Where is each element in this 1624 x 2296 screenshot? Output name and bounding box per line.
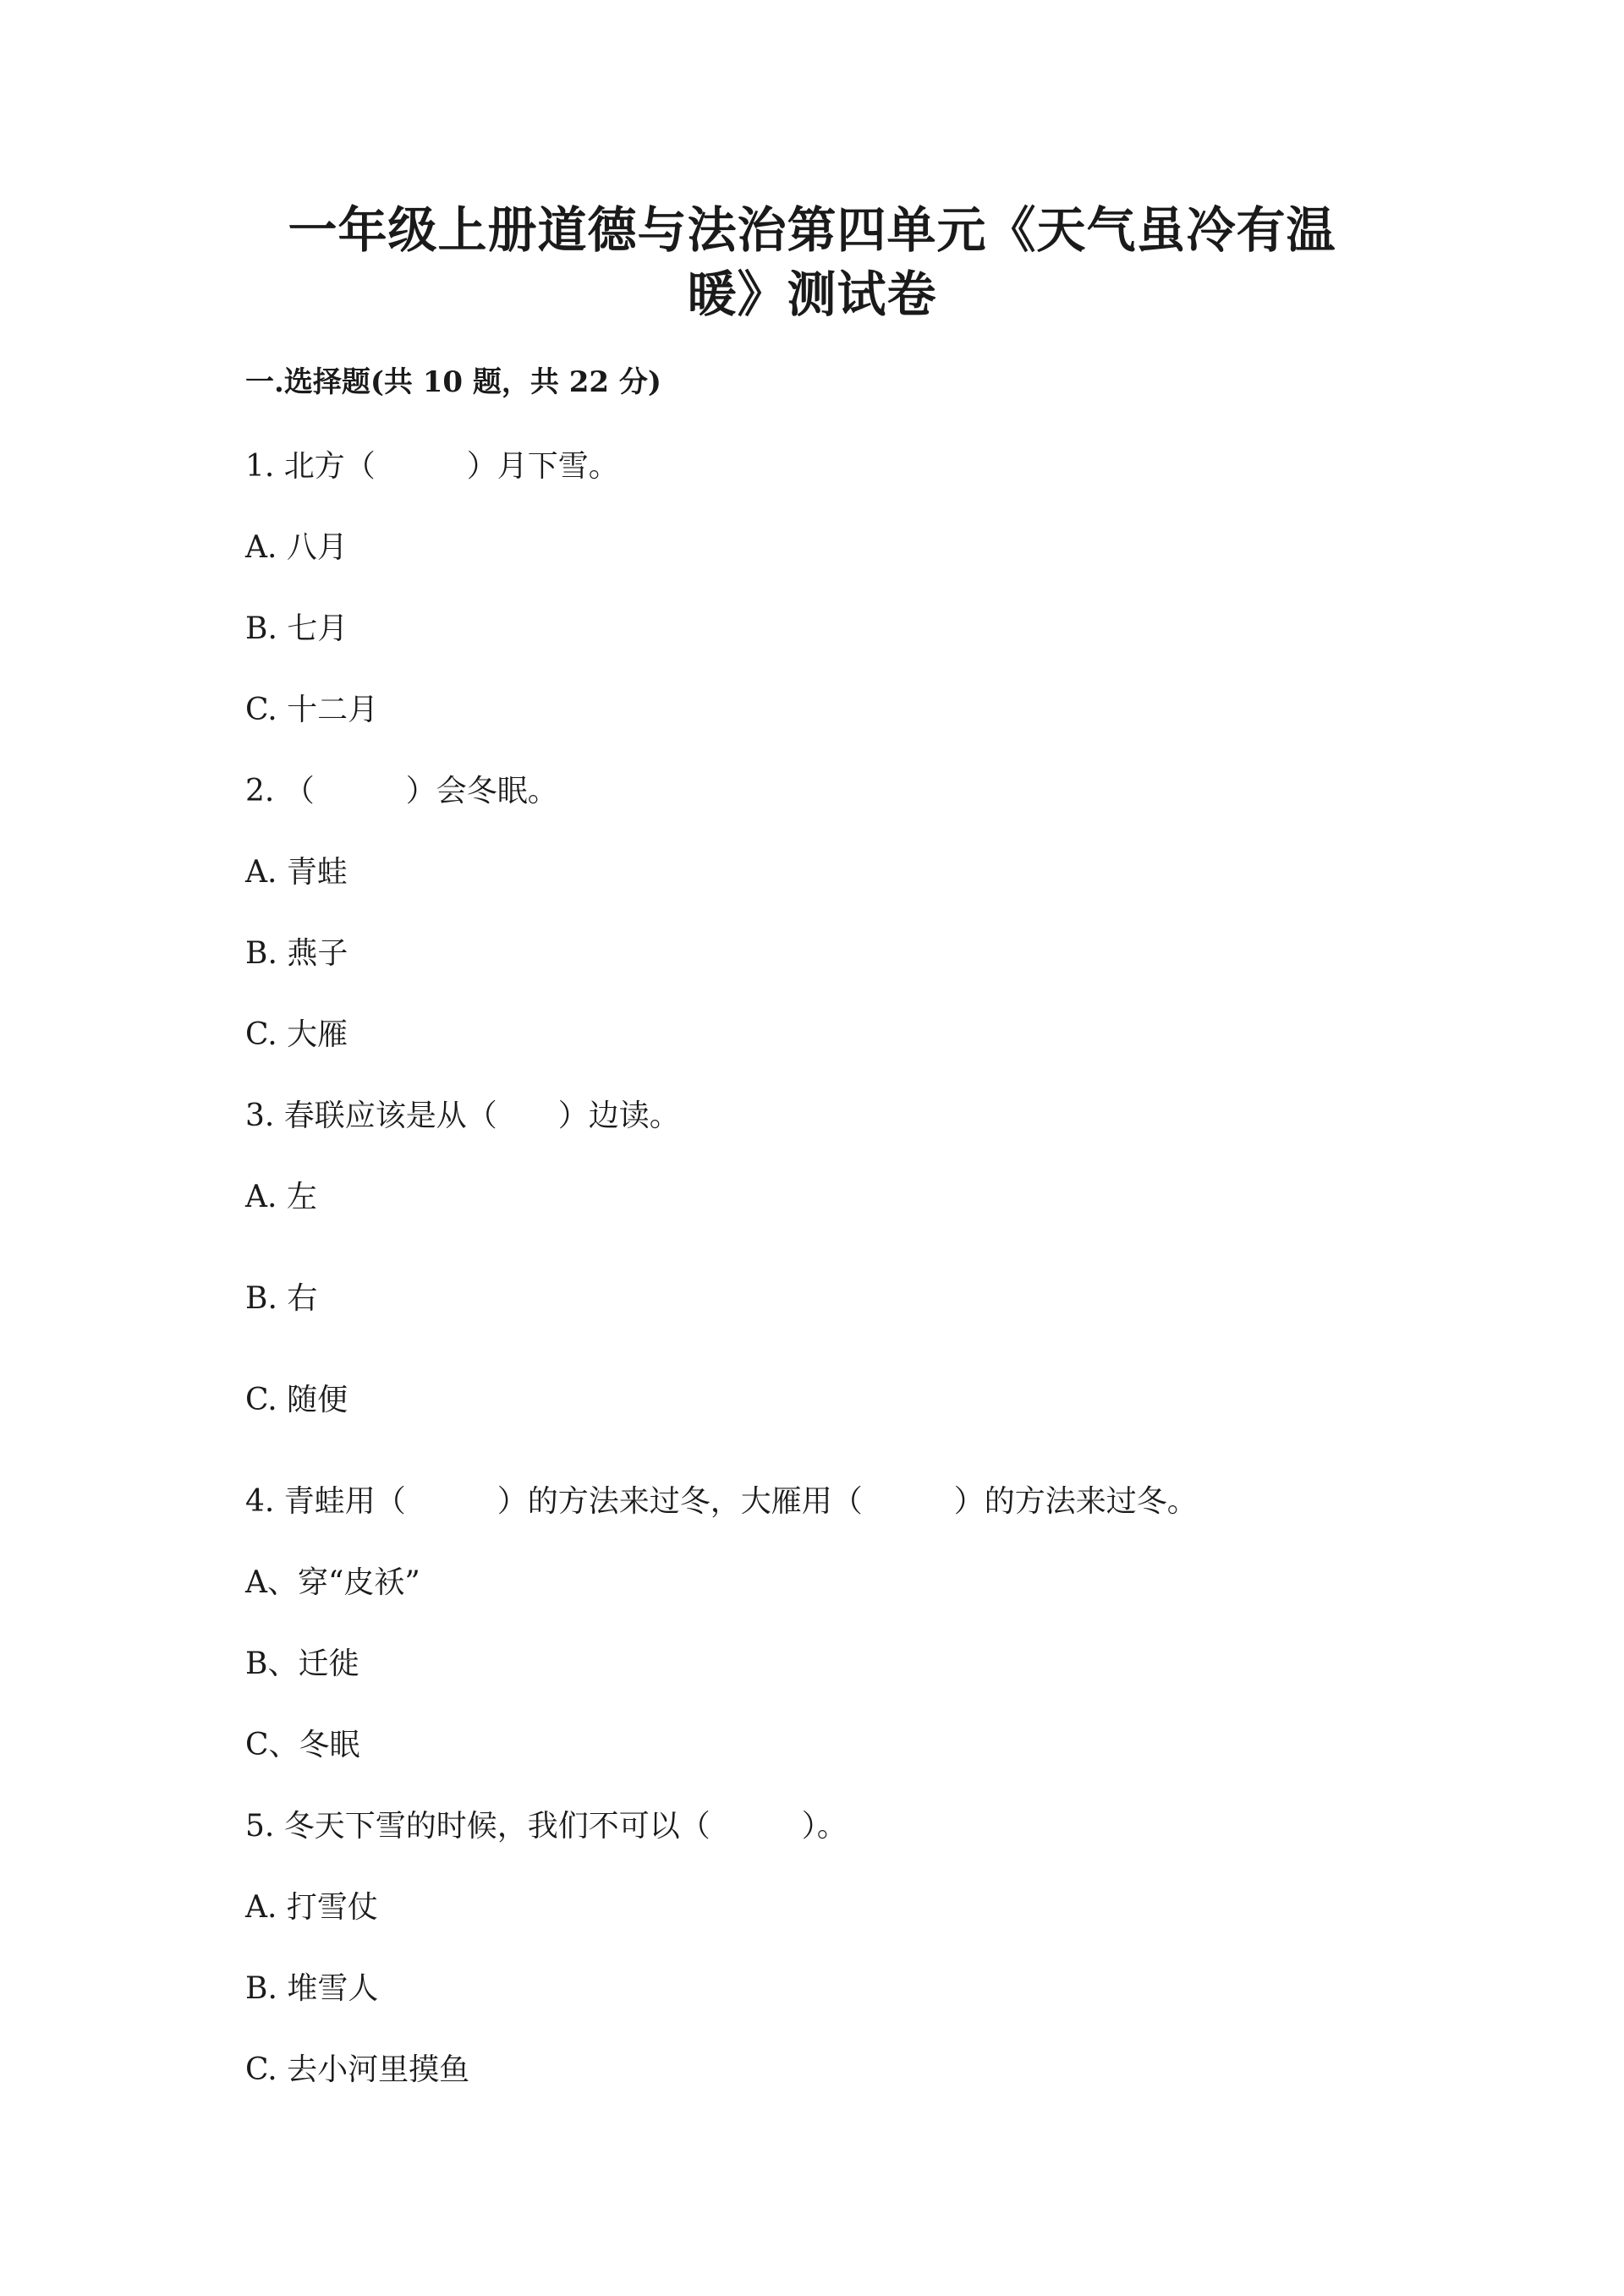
question-5-option-b: B. 堆雪人 [245,1971,379,2006]
question-3-option-b: B. 右 [245,1281,318,1316]
question-4-option-c: C、冬眠 [245,1728,360,1762]
page-title-line-2: 暖》测试卷 [687,266,937,323]
question-3-option-a: A. 左 [245,1180,317,1214]
section-heading: 一.选择题(共 10 题，共 22 分) [245,365,661,399]
question-4-stem: 4. 青蛙用（ ）的方法来过冬，大雁用（ ）的方法来过冬。 [245,1484,1198,1519]
question-2-option-c: C. 大雁 [245,1017,348,1052]
question-2-stem: 2. （ ）会冬眠。 [245,774,558,808]
question-1-option-a: A. 八月 [245,530,348,565]
question-3-option-c: C. 随便 [245,1383,348,1417]
question-2-option-b: B. 燕子 [245,936,348,971]
question-1-option-c: C. 十二月 [245,693,379,727]
question-5-option-c: C. 去小河里摸鱼 [245,2052,470,2087]
question-4-option-b: B、迁徙 [245,1647,359,1681]
question-5-option-a: A. 打雪仗 [245,1890,378,1925]
question-2-option-a: A. 青蛙 [245,855,348,890]
question-4-option-a: A、穿“皮袄” [245,1565,420,1600]
question-5-stem: 5. 冬天下雪的时候，我们不可以（ ）。 [245,1809,848,1844]
question-3-stem: 3. 春联应该是从（ ）边读。 [245,1099,680,1133]
page-title-line-1: 一年级上册道德与法治第四单元《天气虽冷有温 [288,201,1336,259]
question-1-option-b: B. 七月 [245,611,348,646]
question-1-stem: 1. 北方（ ）月下雪。 [245,449,619,484]
